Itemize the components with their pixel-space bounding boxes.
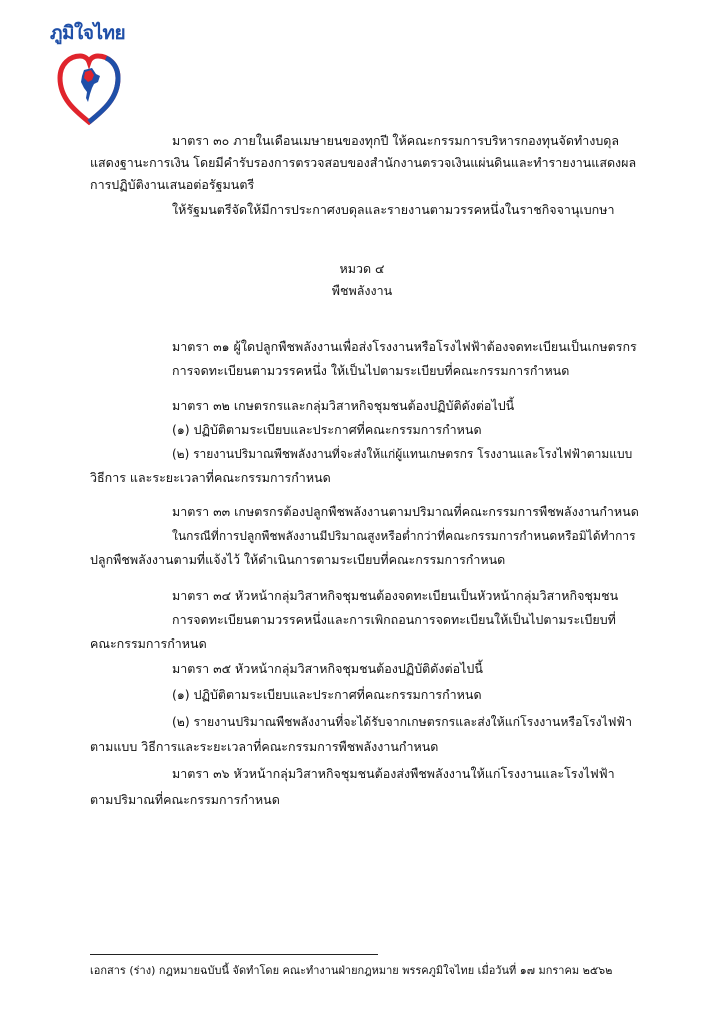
section-34-line-2: การจดทะเบียนตามวรรคหนึ่งและการเพิกถอนการจดทะเบียนให้เป็นไปตามระเบียบที่ bbox=[172, 612, 616, 627]
footnote-divider bbox=[90, 954, 378, 955]
chapter-number: หมวด ๔ bbox=[339, 261, 385, 276]
section-35-item-1: (๑) ปฏิบัติตามระเบียบและประกาศที่คณะกรรมการกำหนด bbox=[172, 687, 482, 702]
section-34-line-1: มาตรา ๓๔ หัวหน้ากลุ่มวิสาหกิจชุมชนต้องจดทะเบียนเป็นหัวหน้ากลุ่มวิสาหกิจชุมชน bbox=[172, 588, 619, 603]
section-35-line-1: มาตรา ๓๕ หัวหน้ากลุ่มวิสาหกิจชุมชนต้องปฏิบัติดังต่อไปนี้ bbox=[172, 661, 483, 676]
party-logo-text: ภูมิใจไทย bbox=[50, 22, 126, 44]
section-36-line-1: มาตรา ๓๖ หัวหน้ากลุ่มวิสาหกิจชุมชนต้องส่งพืชพลังงานให้แก่โรงงานและโรงไฟฟ้า bbox=[172, 766, 615, 781]
section-32-item-1: (๑) ปฏิบัติตามระเบียบและประกาศที่คณะกรรมการกำหนด bbox=[172, 422, 482, 437]
section-34-line-3: คณะกรรมการกำหนด bbox=[90, 636, 207, 651]
footnote: เอกสาร (ร่าง) กฎหมายฉบับนี้ จัดทำโดย คณะทำงานฝ่ายกฎหมาย พรรคภูมิใจไทย เมื่อวันที่ ๑๗ มกราคม ๒๕๖๒ bbox=[90, 964, 613, 977]
section-33-line-3: ปลูกพืชพลังงานตามที่แจ้งไว้ ให้ดำเนินการตามระเบียบที่คณะกรรมการกำหนด bbox=[90, 552, 506, 567]
section-31-line-1: มาตรา ๓๑ ผู้ใดปลูกพืชพลังงานเพื่อส่งโรงงานหรือโรงไฟฟ้าต้องจดทะเบียนเป็นเกษตรกร bbox=[172, 339, 637, 354]
section-32-item-2b: วิธีการ และระยะเวลาที่คณะกรรมการกำหนด bbox=[90, 470, 331, 485]
section-32-line-1: มาตรา ๓๒ เกษตรกรและกลุ่มวิสาหกิจชุมชนต้องปฏิบัติดังต่อไปนี้ bbox=[172, 398, 515, 413]
section-31-line-2: การจดทะเบียนตามวรรคหนึ่ง ให้เป็นไปตามระเบียบที่คณะกรรมการกำหนด bbox=[172, 363, 570, 378]
section-35-item-2b: ตามแบบ วิธีการและระยะเวลาที่คณะกรรมการพืชพลังงานกำหนด bbox=[90, 739, 439, 754]
section-30-line-2: แสดงฐานะการเงิน โดยมีคำรับรองการตรวจสอบของสำนักงานตรวจเงินแผ่นดินและทำรายงานแสดงผล bbox=[90, 155, 637, 170]
section-33-line-1: มาตรา ๓๓ เกษตรกรต้องปลูกพืชพลังงานตามปริมาณที่คณะกรรมการพืชพลังงานกำหนด bbox=[172, 504, 639, 519]
section-30-line-1: มาตรา ๓๐ ภายในเดือนเมษายนของทุกปี ให้คณะกรรมการบริหารกองทุนจัดทำงบดุล bbox=[172, 133, 620, 148]
section-32-item-2a: (๒) รายงานปริมาณพืชพลังงานที่จะส่งให้แก่ผู้แทนเกษตรกร โรงงานและโรงไฟฟ้าตามแบบ bbox=[172, 447, 633, 461]
heart-map-icon bbox=[54, 48, 124, 128]
section-30-line-3: การปฏิบัติงานเสนอต่อรัฐมนตรี bbox=[90, 177, 255, 192]
section-35-item-2a: (๒) รายงานปริมาณพืชพลังงานที่จะได้รับจากเกษตรกรและส่งให้แก่โรงงานหรือโรงไฟฟ้า bbox=[172, 715, 632, 729]
chapter-title: พืชพลังงาน bbox=[331, 283, 393, 298]
section-30-line-4: ให้รัฐมนตรีจัดให้มีการประกาศงบดุลและรายงานตามวรรคหนึ่งในราชกิจจานุเบกษา bbox=[172, 202, 615, 217]
section-36-line-2: ตามปริมาณที่คณะกรรมการกำหนด bbox=[90, 792, 280, 807]
section-33-line-2: ในกรณีที่การปลูกพืชพลังงานมีปริมาณสูงหรือต่ำกว่าที่คณะกรรมการกำหนดหรือมิได้ทำการ bbox=[172, 529, 636, 543]
party-logo bbox=[50, 22, 130, 122]
